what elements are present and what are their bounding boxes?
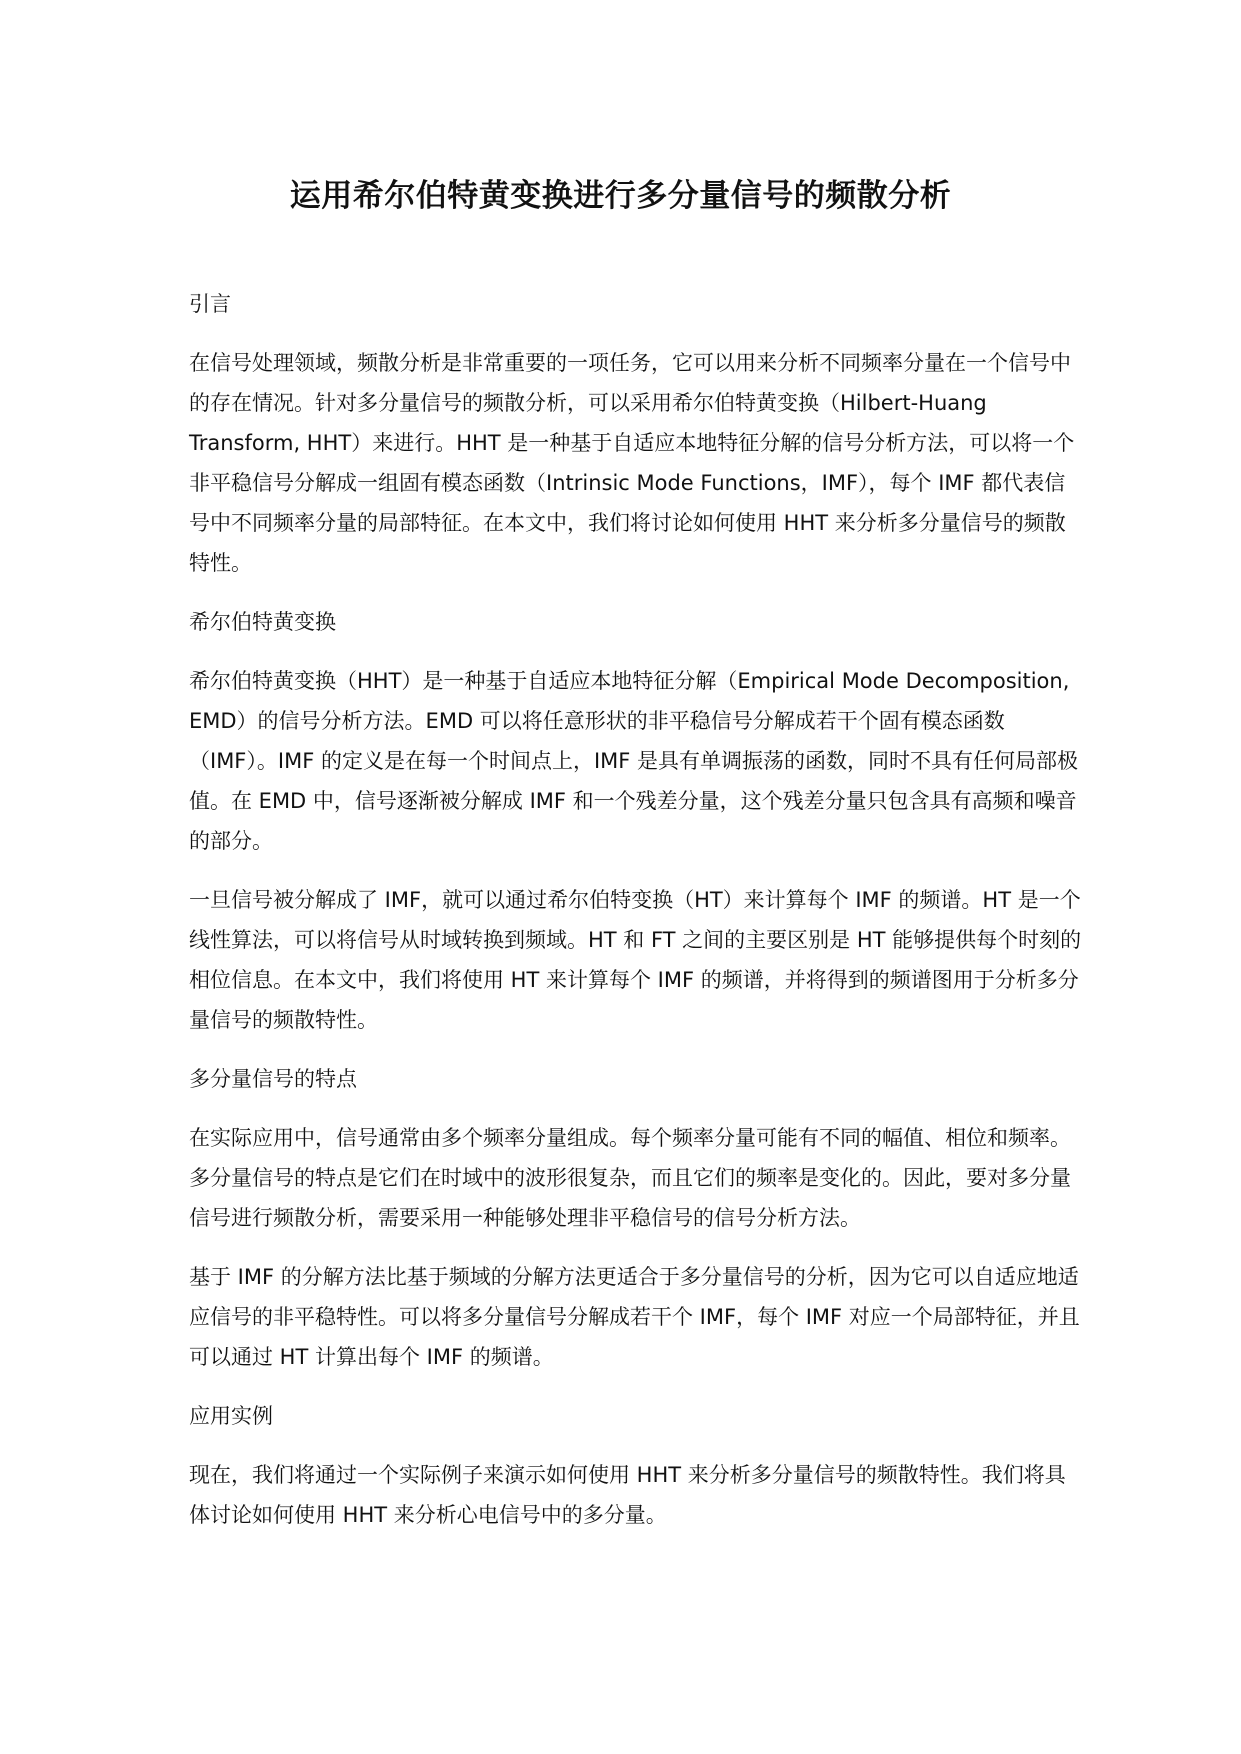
section-heading-application: 应用实例 [189, 1404, 273, 1428]
document-body [189, 284, 1085, 1554]
paragraph: 希尔伯特黄变换（HHT）是一种基于自适应本地特征分解（Empirical Mode Decomposition, EMD）的信号分析方法。EMD 可以将任意形状的非平稳信号分解成若干个固有模态函数（IMF）。IMF 的定义是在每一个时间点上，IMF 是具有单调振荡的函数，同时不具有任何局部极值。在 EMD 中，信号逐渐被分解成 IMF 和一个残差分量，这个残差分量只包含具有高频和噪音的部分。 [189, 669, 1079, 853]
paragraph: 在实际应用中，信号通常由多个频率分量组成。每个频率分量可能有不同的幅值、相位和频率。多分量信号的特点是它们在时域中的波形很复杂，而且它们的频率是变化的。因此，要对多分量信号进行频散分析，需要采用一种能够处理非平稳信号的信号分析方法。 [189, 1126, 1071, 1230]
paragraph: 在信号处理领域，频散分析是非常重要的一项任务，它可以用来分析不同频率分量在一个信号中的存在情况。针对多分量信号的频散分析，可以采用希尔伯特黄变换（Hilbert-Huang Transform, HHT）来进行。HHT 是一种基于自适应本地特征分解的信号分析方法，可以将一个非平稳信号分解成一组固有模态函数（Intrinsic Mode Functions，IMF），每个 IMF 都代表信号中不同频率分量的局部特征。在本文中，我们将讨论如何使用 HHT 来分析多分量信号的频散特性。 [189, 351, 1075, 575]
section-heading-hht: 希尔伯特黄变换 [189, 610, 336, 634]
document-title: 运用希尔伯特黄变换进行多分量信号的频散分析 [289, 178, 952, 214]
paragraph: 一旦信号被分解成了 IMF，就可以通过希尔伯特变换（HT）来计算每个 IMF 的频谱。HT 是一个线性算法，可以将信号从时域转换到频域。HT 和 FT 之间的主要区别是 HT 能够提供每个时刻的相位信息。在本文中，我们将使用 HT 来计算每个 IMF 的频谱，并将得到的频谱图用于分析多分量信号的频散特性。 [189, 888, 1082, 1032]
paragraph: 现在，我们将通过一个实际例子来演示如何使用 HHT 来分析多分量信号的频散特性。我们将具体讨论如何使用 HHT 来分析心电信号中的多分量。 [189, 1463, 1066, 1527]
section-heading-multicomponent: 多分量信号的特点 [189, 1067, 357, 1091]
section-heading-intro: 引言 [189, 292, 231, 316]
paragraph: 基于 IMF 的分解方法比基于频域的分解方法更适合于多分量信号的分析，因为它可以自适应地适应信号的非平稳特性。可以将多分量信号分解成若干个 IMF，每个 IMF 对应一个局部特征，并且可以通过 HT 计算出每个 IMF 的频谱。 [189, 1265, 1080, 1369]
